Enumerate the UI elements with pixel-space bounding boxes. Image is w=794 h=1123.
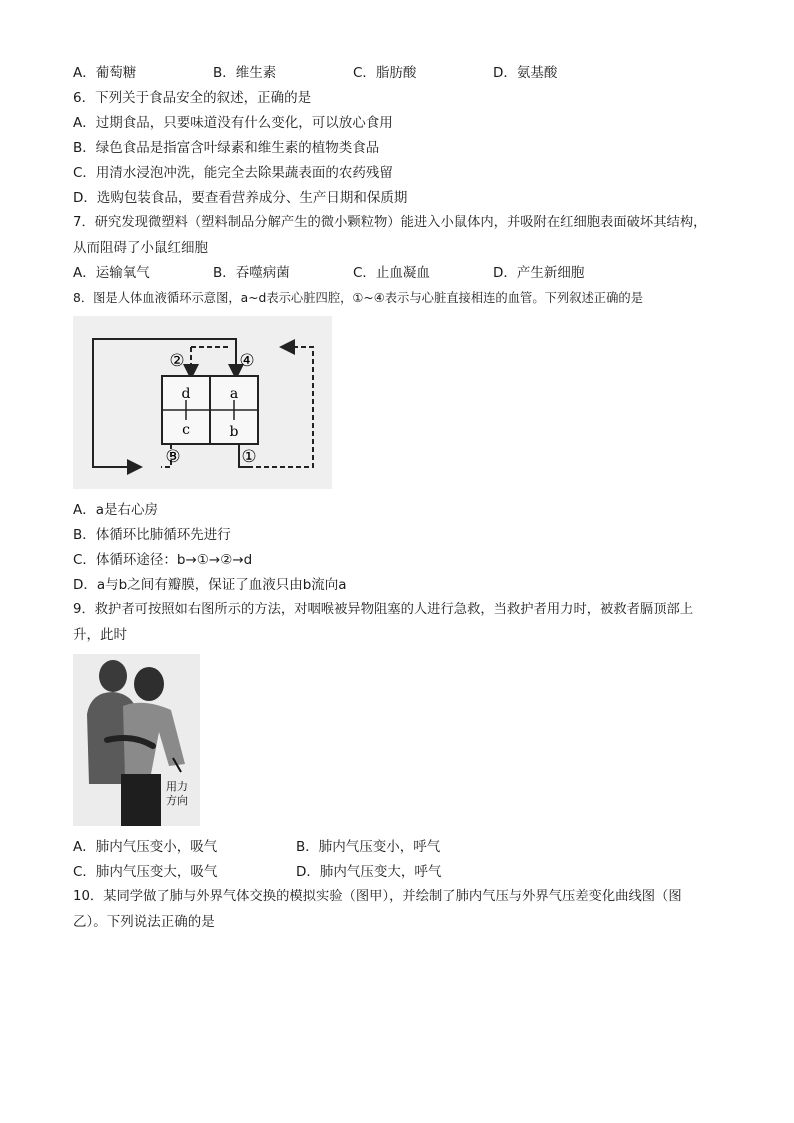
q6-option-b[interactable]: B．绿色食品是指富含叶绿素和维生素的植物类食品 [73, 140, 380, 156]
q5-option-c[interactable]: C．脂肪酸 [353, 65, 417, 81]
chamber-d-label: d [181, 386, 191, 402]
systemic-return-path [93, 339, 139, 467]
q5-option-b[interactable]: B．维生素 [213, 65, 277, 81]
victim-legs [121, 774, 161, 826]
force-label-line2: 方向 [166, 794, 188, 807]
rescuer-head [99, 660, 127, 692]
q5-option-d[interactable]: D．氨基酸 [493, 65, 558, 81]
vessel-1-label: ① [241, 447, 257, 467]
q7-stem-line2: 从而阻碍了小鼠红细胞 [73, 240, 208, 256]
q6-option-a[interactable]: A．过期食品，只要味道没有什么变化，可以放心食用 [73, 115, 393, 131]
q6-stem: 6．下列关于食品安全的叙述，正确的是 [73, 90, 312, 106]
q9-option-d[interactable]: D．肺内气压变大，呼气 [296, 864, 442, 880]
vessel-3-label: ③ [165, 447, 181, 467]
q9-option-a[interactable]: A．肺内气压变小，吸气 [73, 839, 218, 855]
q9-option-c[interactable]: C．肺内气压变大，吸气 [73, 864, 218, 880]
q8-option-a[interactable]: A．a是右心房 [73, 502, 159, 518]
q6-option-c[interactable]: C．用清水浸泡冲洗，能完全去除果蔬表面的农药残留 [73, 165, 393, 181]
q8-option-b[interactable]: B．体循环比肺循环先进行 [73, 527, 231, 543]
victim-head [134, 667, 164, 701]
force-label-line1: 用力 [166, 780, 188, 793]
vessel-2-label: ② [169, 351, 185, 371]
q9-option-b[interactable]: B．肺内气压变小，呼气 [296, 839, 441, 855]
q7-option-b[interactable]: B．吞噬病菌 [213, 265, 290, 281]
heart-circulation-diagram [73, 316, 332, 489]
q8-option-d[interactable]: D．a与b之间有瓣膜，保证了血液只由b流向a [73, 577, 347, 593]
q8-option-c[interactable]: C．体循环途径：b→①→②→d [73, 552, 253, 568]
q10-stem-line1: 10．某同学做了肺与外界气体交换的模拟实验（图甲），并绘制了肺内气压与外界气压差变化曲线图（图 [73, 889, 682, 904]
q7-option-d[interactable]: D．产生新细胞 [493, 265, 585, 281]
q8-stem: 8．图是人体血液循环示意图，a~d表示心脏四腔，①~④表示与心脏直接相连的血管。下列叙述正确的是 [73, 291, 643, 305]
q10-stem-line2: 乙）。下列说法正确的是 [73, 914, 215, 930]
q7-option-c[interactable]: C．止血凝血 [353, 265, 430, 281]
chamber-c-label: c [182, 422, 190, 438]
q7-option-a[interactable]: A．运输氧气 [73, 265, 150, 281]
chamber-b-label: b [229, 424, 239, 440]
heimlich-illustration [73, 654, 200, 826]
q6-option-d[interactable]: D．选购包装食品，要查看营养成分、生产日期和保质期 [73, 190, 408, 206]
heimlich-svg [73, 654, 200, 826]
q9-stem-line1: 9．救护者可按照如右图所示的方法，对咽喉被异物阻塞的人进行急救，当救护者用力时，被救者膈顶部上 [73, 602, 694, 617]
chamber-a-label: a [229, 386, 239, 402]
q5-option-a[interactable]: A．葡萄糖 [73, 65, 137, 81]
q9-stem-line2: 升，此时 [73, 627, 127, 643]
q7-stem-line1: 7．研究发现微塑料（塑料制品分解产生的微小颗粒物）能进入小鼠体内，并吸附在红细胞表面破坏其结构， [73, 215, 707, 230]
vessel-4-label: ④ [239, 351, 255, 371]
circulation-svg [73, 316, 332, 489]
